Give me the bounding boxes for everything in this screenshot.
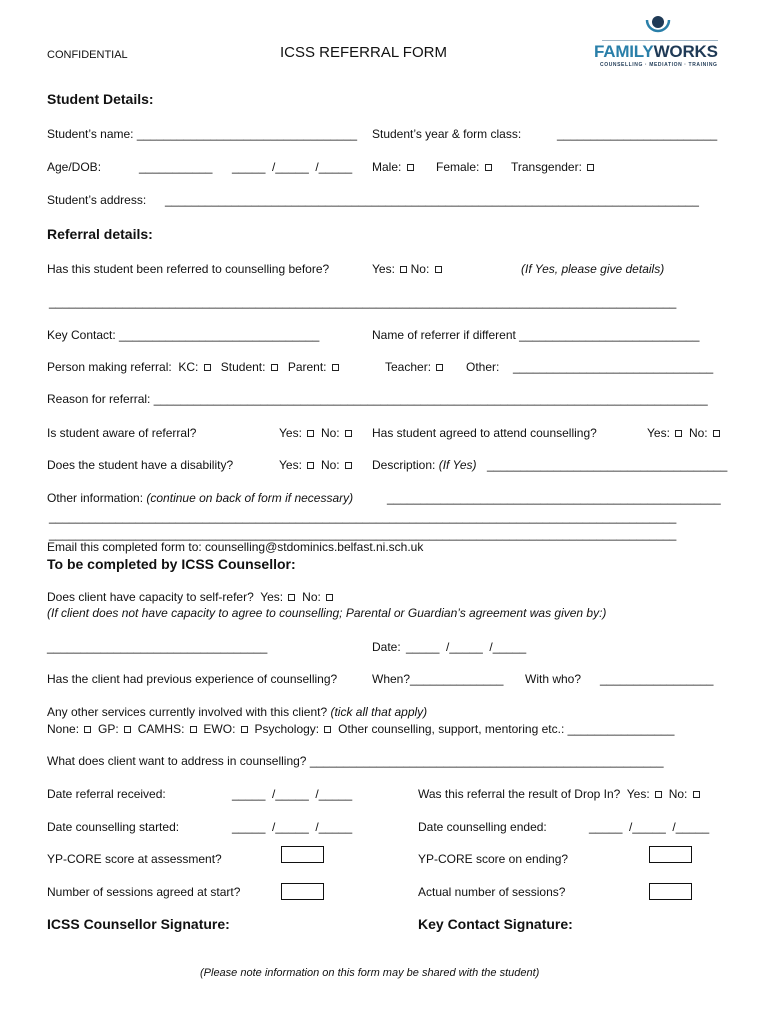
disability-description-field[interactable]: ____________________________________	[487, 458, 728, 472]
referrer-parent-checkbox[interactable]	[332, 364, 339, 371]
service-gp-checkbox[interactable]	[124, 726, 131, 733]
previous-referral-note: (If Yes, please give details)	[521, 262, 665, 276]
transgender-checkbox[interactable]	[587, 164, 594, 171]
male-checkbox[interactable]	[407, 164, 414, 171]
agreed-no-checkbox[interactable]	[713, 430, 720, 437]
capacity-yes-checkbox[interactable]	[288, 594, 295, 601]
capacity-question: Does client have capacity to self-refer? Yes: No:	[47, 590, 333, 604]
disability-question: Does the student have a disability?	[47, 458, 234, 472]
gender-male: Male:	[372, 160, 414, 174]
agreed-yes-checkbox[interactable]	[675, 430, 682, 437]
logo-tagline: COUNSELLING · MEDIATION · TRAINING	[600, 62, 718, 68]
drop-in-yes-checkbox[interactable]	[655, 791, 662, 798]
referrer-teacher: Teacher:	[385, 360, 443, 374]
sessions-actual-box[interactable]	[649, 883, 692, 900]
student-details-heading: Student Details:	[47, 91, 154, 107]
other-services-options: None: GP: CAMHS: EWO: Psychology: Other counselling, support, mentoring etc.: ________________	[47, 722, 675, 736]
agreed-options: Yes: No:	[647, 426, 720, 440]
gender-transgender: Transgender:	[511, 160, 594, 174]
student-name-field[interactable]: Student’s name: _________________________________	[47, 127, 358, 141]
referrer-name-field[interactable]: Name of referrer if different ___________________________	[372, 328, 700, 342]
referrer-student-checkbox[interactable]	[271, 364, 278, 371]
age-field[interactable]: ___________	[139, 160, 213, 174]
referrer-other-label: Other:	[466, 360, 500, 374]
service-camhs-checkbox[interactable]	[190, 726, 197, 733]
previous-referral-question: Has this student been referred to counselling before?	[47, 262, 330, 276]
other-information-line-1[interactable]: ______________________________________________________________________________________________	[49, 510, 677, 524]
aware-question: Is student aware of referral?	[47, 426, 197, 440]
disability-no-checkbox[interactable]	[345, 462, 352, 469]
other-information-line-2[interactable]: ______________________________________________________________________________________________	[49, 527, 677, 541]
guardian-name-field[interactable]: _________________________________	[47, 640, 268, 654]
female-checkbox[interactable]	[485, 164, 492, 171]
student-year-label: Student’s year & form class:	[372, 127, 522, 141]
dob-field[interactable]: _____ /_____ /_____	[232, 160, 353, 174]
with-who-field[interactable]: _________________	[600, 672, 714, 686]
disability-options: Yes: No:	[279, 458, 352, 472]
yp-core-ending-label: YP-CORE score on ending?	[418, 852, 569, 866]
drop-in-no-checkbox[interactable]	[693, 791, 700, 798]
age-dob-label: Age/DOB:	[47, 160, 102, 174]
counsellor-signature-label: ICSS Counsellor Signature:	[47, 916, 230, 932]
yp-core-assessment-label: YP-CORE score at assessment?	[47, 852, 222, 866]
guardian-date-label: Date:	[372, 640, 401, 654]
reason-for-referral-field[interactable]: Reason for referral: ___________________________________________________________________________________	[47, 392, 708, 406]
yp-core-ending-box[interactable]	[649, 846, 692, 863]
footer-note: (Please note information on this form may be shared with the student)	[200, 967, 540, 979]
previous-referral-no-checkbox[interactable]	[435, 266, 442, 273]
student-address-field[interactable]: ________________________________________________________________________________	[165, 193, 699, 207]
form-title: ICSS REFERRAL FORM	[280, 44, 447, 61]
disability-description: Description: (If Yes)	[372, 458, 477, 472]
logo-wordmark: FAMILYWORKS	[594, 42, 718, 61]
capacity-note: (If client does not have capacity to agree to counselling; Parental or Guardian’s agreement was given by:)	[47, 606, 607, 620]
date-ended-label: Date counselling ended:	[418, 820, 547, 834]
student-year-field[interactable]: ________________________	[557, 127, 718, 141]
disability-yes-checkbox[interactable]	[307, 462, 314, 469]
date-received-label: Date referral received:	[47, 787, 166, 801]
logo-rule	[602, 40, 718, 41]
previous-referral-options: Yes: No:	[372, 262, 442, 276]
address-in-counselling-field[interactable]: What does client want to address in counselling? _____________________________________________________	[47, 754, 664, 768]
person-making-referral: Person making referral: KC: Student: Parent:	[47, 360, 339, 374]
capacity-no-checkbox[interactable]	[326, 594, 333, 601]
gender-female: Female:	[436, 160, 492, 174]
yp-core-assessment-box[interactable]	[281, 846, 324, 863]
previous-referral-details-line[interactable]: ______________________________________________________________________________________________	[49, 295, 677, 309]
service-none-checkbox[interactable]	[84, 726, 91, 733]
referral-details-heading: Referral details:	[47, 226, 153, 242]
other-information-label: Other information: (continue on back of form if necessary)	[47, 491, 354, 505]
service-ewo-checkbox[interactable]	[241, 726, 248, 733]
drop-in-question: Was this referral the result of Drop In? Yes: No:	[418, 787, 700, 801]
agreed-question: Has student agreed to attend counselling?	[372, 426, 597, 440]
previous-referral-yes-checkbox[interactable]	[400, 266, 407, 273]
previous-experience-question: Has the client had previous experience of counselling?	[47, 672, 338, 686]
sessions-actual-label: Actual number of sessions?	[418, 885, 566, 899]
date-received-field[interactable]: _____ /_____ /_____	[232, 787, 353, 801]
referrer-kc-checkbox[interactable]	[204, 364, 211, 371]
referrer-teacher-checkbox[interactable]	[436, 364, 443, 371]
date-ended-field[interactable]: _____ /_____ /_____	[589, 820, 710, 834]
guardian-date-field[interactable]: _____ /_____ /_____	[406, 640, 527, 654]
referrer-other-field[interactable]: ______________________________	[513, 360, 714, 374]
aware-yes-checkbox[interactable]	[307, 430, 314, 437]
aware-no-checkbox[interactable]	[345, 430, 352, 437]
logo-figure-icon	[644, 14, 672, 40]
date-started-label: Date counselling started:	[47, 820, 180, 834]
aware-options: Yes: No:	[279, 426, 352, 440]
service-psychology-checkbox[interactable]	[324, 726, 331, 733]
student-address-label: Student’s address:	[47, 193, 147, 207]
key-contact-field[interactable]: Key Contact: ______________________________	[47, 328, 320, 342]
other-information-field[interactable]: __________________________________________________	[387, 491, 721, 505]
other-services-question: Any other services currently involved with this client? (tick all that apply)	[47, 705, 428, 719]
confidential-label: CONFIDENTIAL	[47, 49, 128, 61]
sessions-agreed-label: Number of sessions agreed at start?	[47, 885, 241, 899]
counsellor-section-heading: To be completed by ICSS Counsellor:	[47, 556, 296, 572]
date-started-field[interactable]: _____ /_____ /_____	[232, 820, 353, 834]
email-instruction: Email this completed form to: counselling@stdominics.belfast.ni.sch.uk	[47, 540, 424, 554]
key-contact-signature-label: Key Contact Signature:	[418, 916, 573, 932]
previous-experience-when-field[interactable]: When?______________	[372, 672, 504, 686]
sessions-agreed-box[interactable]	[281, 883, 324, 900]
with-who-label: With who?	[525, 672, 582, 686]
